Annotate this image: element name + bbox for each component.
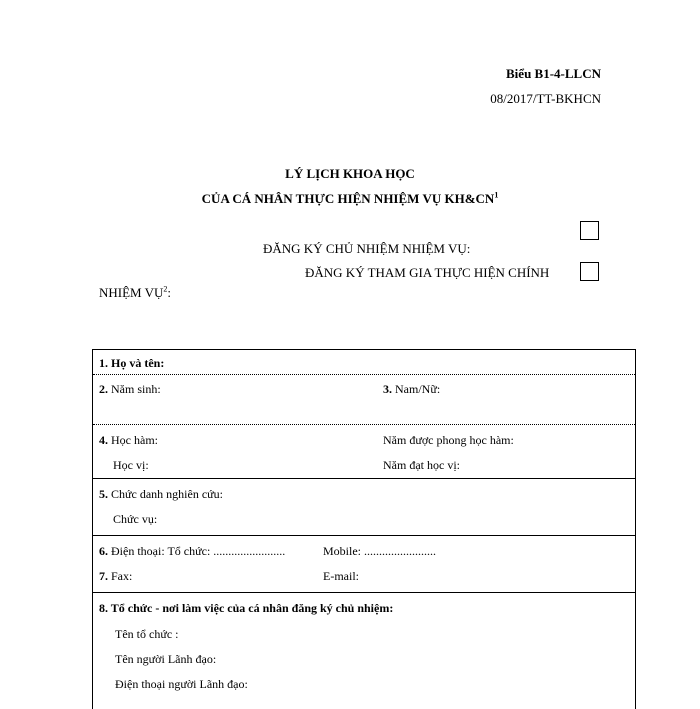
divider [93,424,635,425]
position-label: Chức vụ: [113,512,158,526]
divider [93,592,635,593]
section-number: 6. [99,544,108,558]
section-number: 7. [99,569,108,583]
field-degree-year[interactable] [383,458,460,473]
org-name-label: Tên tổ chức : [115,627,179,641]
fax-label: Fax: [111,569,133,583]
academic-title-label: Học hàm: [111,433,158,447]
field-mobile[interactable] [323,544,436,559]
footnote-marker-1: 1 [494,190,499,200]
field-position[interactable] [113,512,157,527]
register-participant-label: ĐĂNG KÝ THAM GIA THỰC HIỆN CHÍNH [305,265,550,280]
gender-label: Nam/Nữ: [395,382,441,396]
circular-reference: 08/2017/TT-BKHCN [490,91,601,106]
section-number: 2. [99,382,108,396]
task-label-colon: : [167,285,172,300]
document-title: LÝ LỊCH KHOA HỌC [285,166,415,181]
field-fax[interactable] [99,569,132,584]
degree-label: Học vị: [113,458,149,472]
field-leader-name[interactable] [115,652,216,667]
section-number: 8. [99,601,108,615]
section-number: 5. [99,487,108,501]
birth-year-label: Năm sinh: [111,382,161,396]
field-academic-title[interactable] [99,433,158,448]
task-label [99,285,171,301]
workplace-label: Tổ chức - nơi làm việc của cá nhân đăng ký chủ nhiệm: [110,601,394,615]
field-org-name[interactable] [115,627,178,642]
leader-name-label: Tên người Lãnh đạo: [115,652,217,666]
phone-label: Điện thoại: [111,544,165,558]
field-email[interactable] [323,569,359,584]
section-number: 1. [99,356,108,370]
form-code: Biểu B1-4-LLCN [506,66,601,81]
field-full-name[interactable] [99,356,164,371]
field-leader-phone[interactable] [115,677,248,692]
document-subtitle-text: CỦA CÁ NHÂN THỰC HIỆN NHIỆM VỤ KH&CN [201,191,495,206]
leader-phone-label: Điện thoại người Lãnh đạo: [115,677,248,691]
field-phone[interactable] [99,544,285,559]
field-birth-year[interactable] [99,382,161,397]
task-label-text: NHIỆM VỤ [99,285,164,300]
degree-year-label: Năm đạt học vị: [383,458,460,472]
divider [93,535,635,536]
register-participant-checkbox[interactable] [580,262,599,281]
field-research-title[interactable] [99,487,223,502]
divider [93,374,635,375]
academic-title-year-label: Năm được phong học hàm: [383,433,514,447]
research-title-label: Chức danh nghiên cứu: [111,487,223,501]
field-degree[interactable] [113,458,149,473]
field-academic-title-year[interactable] [383,433,514,448]
footnote-marker-2: 2 [163,284,168,294]
email-label: E-mail: [323,569,359,583]
section-number: 4. [99,433,108,447]
field-gender[interactable] [383,382,440,397]
divider [93,478,635,479]
field-workplace [99,601,393,616]
phone-org-label: Tổ chức: ........................ [167,544,286,558]
personal-info-form [92,349,636,709]
full-name-label: Họ và tên: [111,356,165,370]
section-number: 3. [383,382,392,396]
register-leader-label: ĐĂNG KÝ CHỦ NHIỆM NHIỆM VỤ: [263,241,471,256]
document-subtitle [0,191,700,207]
register-leader-checkbox[interactable] [580,221,599,240]
mobile-label: Mobile: ........................ [323,544,436,558]
